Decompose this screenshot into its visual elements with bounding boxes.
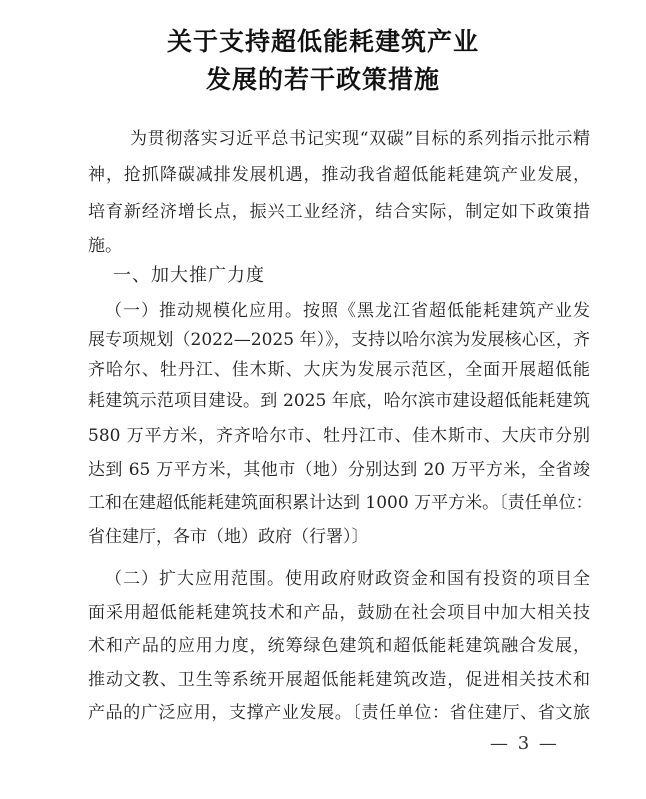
item1-line: 齐哈尔、牡丹江、佳木斯、大庆为发展示范区，全面开展超低能 <box>88 360 590 380</box>
intro-line: 培育新经济增长点，振兴工业经济，结合实际，制定如下政策措 <box>88 202 590 222</box>
document-title-line-1: 关于支持超低能耗建筑产业 <box>166 27 479 56</box>
item1-line: （一）推动规模化应用。按照《黑龙江省超低能耗建筑产业发 <box>105 301 590 321</box>
document-title-line-2: 发展的若干政策措施 <box>205 65 440 94</box>
item1-line: 省住建厅，各市（地）政府（行署）〕 <box>88 527 369 547</box>
item1-line: 耗建筑示范项目建设。到 2025 年底，哈尔滨市建设超低能耗建筑 <box>88 391 590 411</box>
item2-line: （二）扩大应用范围。使用政府财政资金和国有投资的项目全 <box>105 569 590 589</box>
intro-line: 施。 <box>88 236 122 256</box>
item2-line: 推动文教、卫生等系统开展超低能耗建筑改造，促进相关技术和 <box>88 670 590 690</box>
item1-line: 580 万平方米，齐齐哈尔市、牡丹江市、佳木斯市、大庆市分别 <box>88 426 590 446</box>
section-heading: 一、加大推广力度 <box>113 265 265 286</box>
item1-line: 工和在建超低能耗建筑面积累计达到 1000 万平方米。〔责任单位： <box>88 493 593 513</box>
item1-line: 展专项规划（2022—2025 年）》，支持以哈尔滨为发展核心区，齐 <box>88 330 590 350</box>
intro-line: 神，抢抓降碳减排发展机遇，推动我省超低能耗建筑产业发展， <box>88 165 590 185</box>
item2-line: 术和产品的应用力度，统筹绿色建筑和超低能耗建筑融合发展， <box>88 636 590 656</box>
item1-line: 达到 65 万平方米，其他市（地）分别达到 20 万平方米，全省竣 <box>88 460 590 480</box>
item2-line: 面采用超低能耗建筑技术和产品，鼓励在社会项目中加大相关技 <box>88 603 590 623</box>
item2-line: 产品的广泛应用，支撑产业发展。〔责任单位：省住建厅、省文旅 <box>88 703 590 723</box>
intro-line: 为贯彻落实习近平总书记实现“双碳”目标的系列指示批示精 <box>130 129 590 149</box>
page-number: — 3 — <box>490 733 559 754</box>
